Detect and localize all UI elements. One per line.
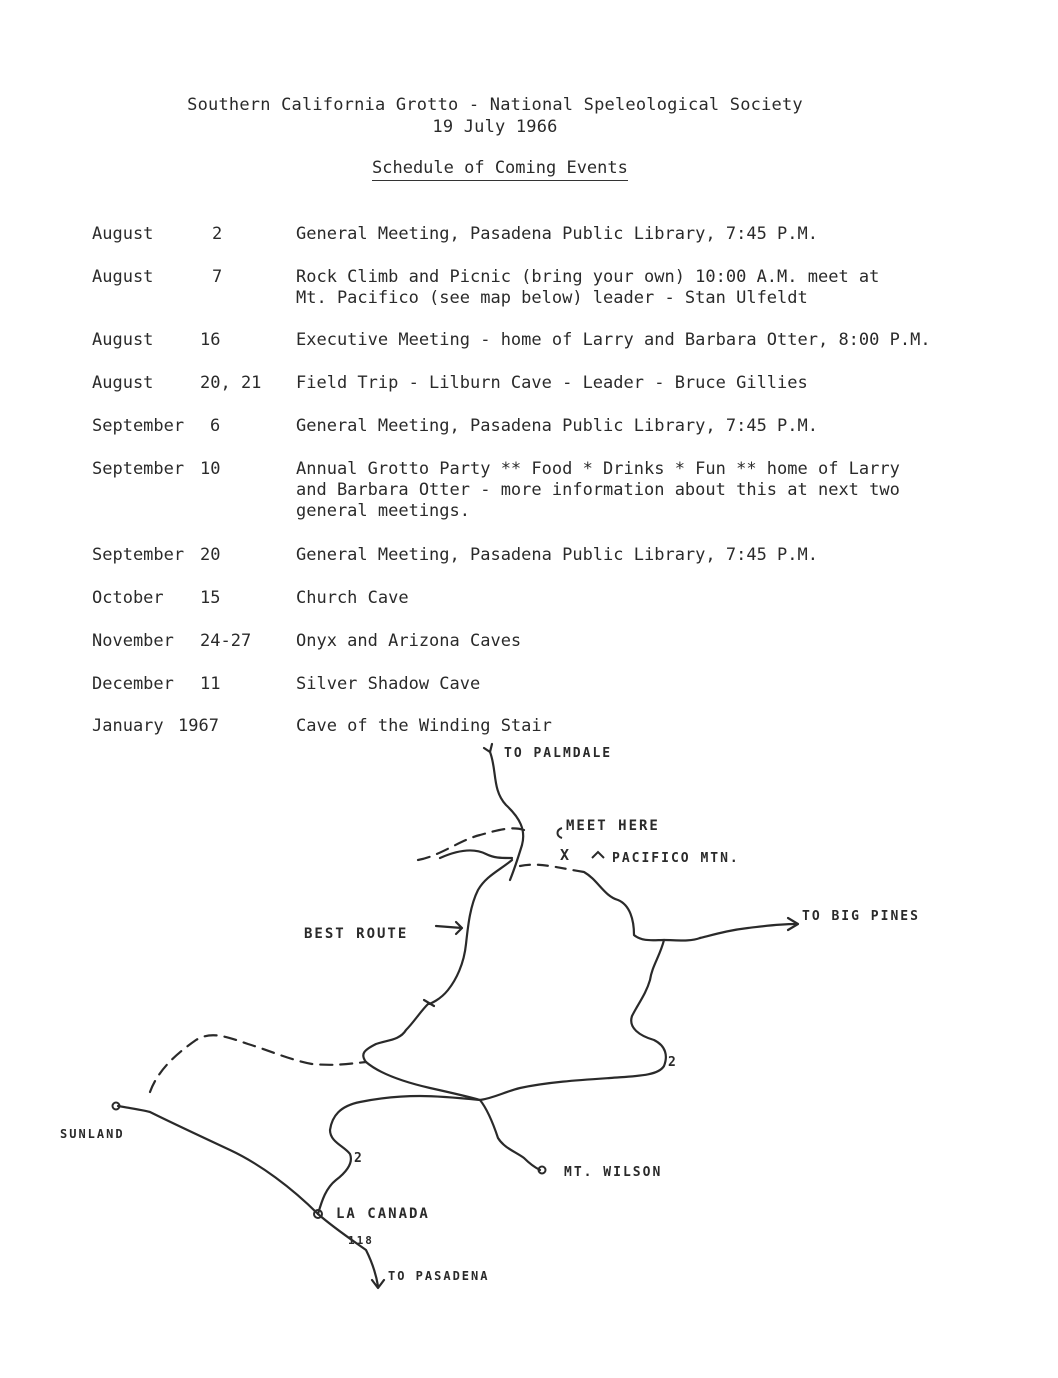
road-west-spur [440,851,512,858]
label-to-big-pines: TO BIG PINES [802,909,920,924]
event-day: 16 [200,330,221,350]
road-dashed-northwest [150,1035,366,1092]
event-description-line2: Mt. Pacifico (see map below) leader - Stan Ulfeldt [296,288,808,308]
directions-map [0,730,1058,1350]
event-description: Cave of the Winding Stair [296,716,552,736]
event-description: Church Cave [296,588,409,608]
event-month: October [92,588,164,608]
event-day: 24-27 [200,631,252,651]
label-best-route: BEST ROUTE [304,926,409,942]
event-month: September [92,459,185,479]
event-description-line3: general meetings. [296,501,470,521]
road-dashed-west [418,828,524,860]
label-to-pasadena: TO PASADENA [388,1269,490,1283]
event-description: Field Trip - Lilburn Cave - Leader - Bruce Gillies [296,373,808,393]
event-day: 6 [210,416,221,436]
event-description: Rock Climb and Picnic (bring your own) 10:00 A.M. meet at [296,267,880,287]
event-description: Onyx and Arizona Caves [296,631,522,651]
road-center [366,1062,480,1100]
event-description-line2: and Barbara Otter - more information about this at next two [296,480,900,500]
event-month: November [92,631,174,651]
label-route-2-west: 2 [354,1151,364,1166]
label-route-2-east: 2 [668,1055,678,1070]
event-month: January [92,716,164,736]
best-route-arrow [436,922,462,934]
label-sunland: SUNLAND [60,1127,125,1141]
event-day: 20, 21 [200,373,262,393]
label-route-118: 118 [348,1234,374,1247]
label-mt-wilson: MT. WILSON [564,1165,663,1180]
event-month: August [92,267,154,287]
road-route-118 [318,1214,378,1286]
event-description: Executive Meeting - home of Larry and Barbara Otter, 8:00 P.M. [296,330,931,350]
event-month: September [92,545,185,565]
event-month: August [92,330,154,350]
document-header [0,94,990,138]
road-route-2-east [480,940,666,1100]
road-east [584,872,700,941]
road-mt-wilson [480,1100,540,1170]
road-to-palmdale [490,752,523,880]
label-to-palmdale: TO PALMDALE [504,746,613,761]
event-month: September [92,416,185,436]
pacifico-peak-icon [592,852,604,858]
road-route-2-west [318,1096,480,1214]
label-meet-here: MEET HERE [566,818,660,834]
meet-here-bracket-icon [558,828,563,838]
event-description: Silver Shadow Cave [296,674,481,694]
road-to-big-pines [700,924,796,938]
event-day: 2 [212,224,223,244]
event-description: General Meeting, Pasadena Public Library, 7:45 P.M. [296,224,818,244]
event-day: 15 [200,588,221,608]
meet-here-mark: X [560,846,572,864]
label-pacifico-mtn: PACIFICO MTN. [612,851,740,866]
event-month: December [92,674,174,694]
road-dashed-meet [520,865,584,872]
document-date: 19 July 1966 [432,117,558,137]
road-best-route [363,860,512,1062]
event-description: General Meeting, Pasadena Public Library, 7:45 P.M. [296,416,818,436]
event-month: August [92,224,154,244]
event-day: 1967 [178,716,219,736]
event-day: 11 [200,674,221,694]
event-month: August [92,373,154,393]
event-description: General Meeting, Pasadena Public Library, 7:45 P.M. [296,545,818,565]
event-day: 7 [212,267,223,287]
label-la-canada: LA CANADA [336,1206,430,1222]
event-description: Annual Grotto Party ** Food * Drinks * Fun ** home of Larry [296,459,900,479]
event-day: 20 [200,545,221,565]
schedule-subtitle: Schedule of Coming Events [372,158,628,181]
organization-title: Southern California Grotto - National Speleological Society [187,95,803,115]
arrow-palmdale [484,744,492,752]
event-day: 10 [200,459,221,479]
road-sunland [118,1106,318,1214]
